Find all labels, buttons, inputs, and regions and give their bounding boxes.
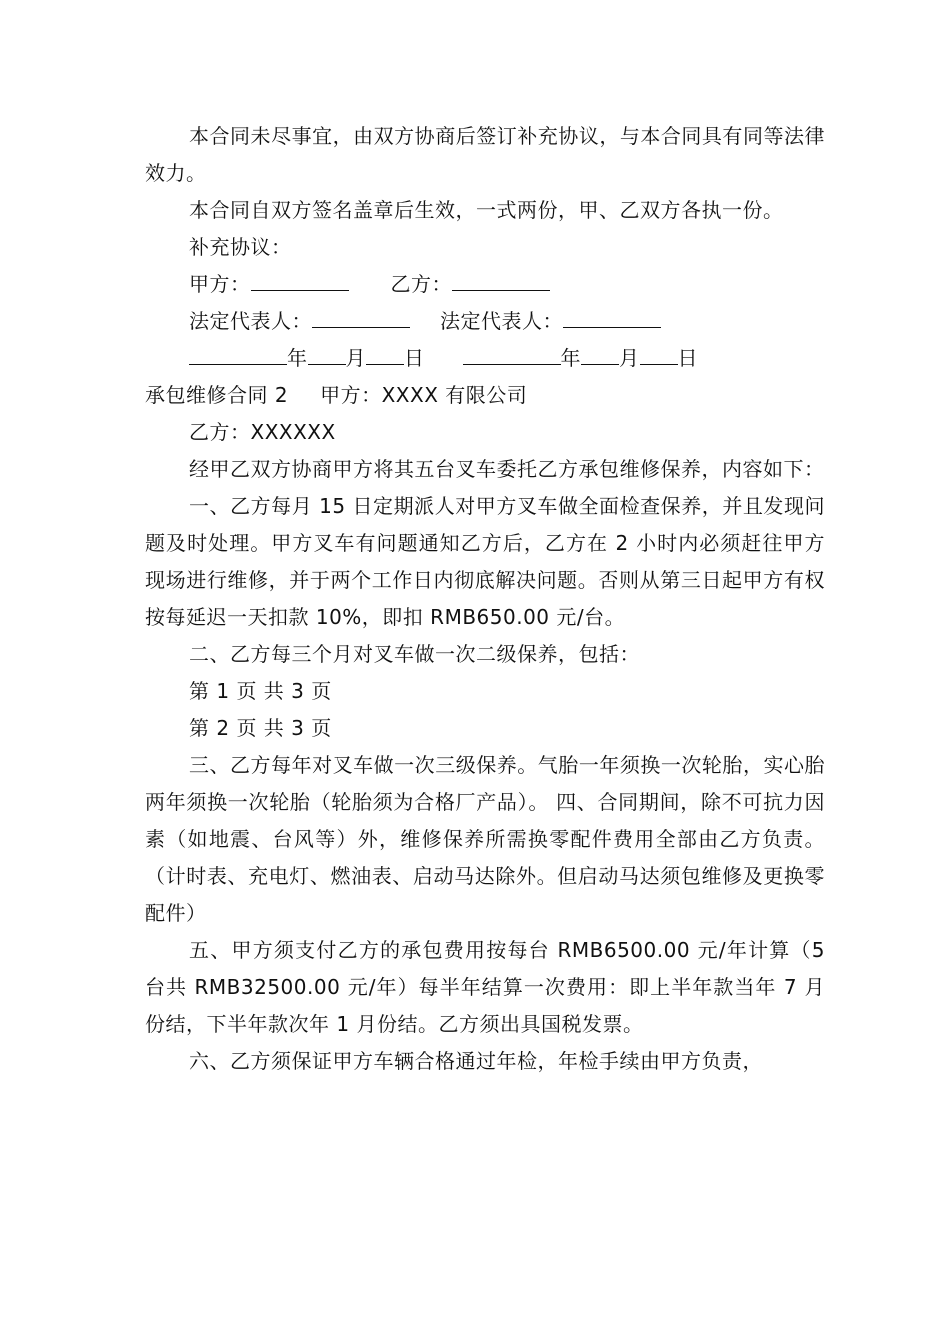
contract2-party-a: 甲方：XXXX 有限公司 [320,383,528,407]
contract2-title-row [145,377,825,414]
contract2-party-b: 乙方：XXXXXX [189,420,336,444]
year-b-label: 年 [560,346,581,370]
contract2-title: 承包维修合同 2 [145,383,289,407]
paragraph-supplement-clause: 本合同未尽事宜，由双方协商后签订补充协议，与本合同具有同等法律效力。 [145,124,825,185]
paragraph-clause-five: 五、甲方须支付乙方的承包费用按每台 RMB6500.00 元/年计算（5 台共 RMB32500.00 元/年）每半年结算一次费用：即上半年款当年 7 月份结，下半年款次年 1 月份结。乙方须出具国税发票。 [145,938,825,1036]
signature-date-row [145,340,825,377]
legal-rep-a-blank [312,305,410,328]
paragraph-supplement-heading: 补充协议： [189,235,292,259]
legal-representative-row [145,303,825,340]
legal-rep-a-label: 法定代表人： [189,309,312,333]
signature-parties-row [145,266,825,303]
paragraph-clause-six: 六、乙方须保证甲方车辆合格通过年检，年检手续由甲方负责， [189,1049,763,1073]
paragraph-effective-clause: 本合同自双方签名盖章后生效，一式两份，甲、乙双方各执一份。 [189,198,784,222]
month-a-blank [308,342,346,365]
party-a-blank [251,268,349,291]
month-b-blank [581,342,619,365]
legal-rep-b-label: 法定代表人： [440,309,563,333]
year-a-label: 年 [287,346,308,370]
paragraph-clause-three-four: 三、乙方每年对叉车做一次三级保养。气胎一年须换一次轮胎，实心胎两年须换一次轮胎（轮胎须为合格厂产品）。 四、合同期间，除不可抗力因素（如地震、台风等）外，维修保养所需换零配件费用全部由乙方负责。（计时表、充电灯、燃油表、启动马达除外。但启动马达须包维修及更换零配件） [145,753,825,925]
paragraph-clause-one: 一、乙方每月 15 日定期派人对甲方叉车做全面检查保养，并且发现问题及时处理。甲方叉车有问题通知乙方后，乙方在 2 小时内必须赶往甲方现场进行维修，并于两个工作日内彻底解决问题。否则从第三日起甲方有权按每延迟一天扣款 10%，即扣 RMB650.00 元/台。 [145,494,825,629]
year-a-blank [189,342,287,365]
day-b-blank [640,342,678,365]
party-b-blank [452,268,550,291]
month-b-label: 月 [619,346,640,370]
page-marker-1: 第 1 页 共 3 页 [189,679,332,703]
paragraph-clause-two: 二、乙方每三个月对叉车做一次二级保养，包括： [189,642,640,666]
page-marker-2: 第 2 页 共 3 页 [189,716,332,740]
party-a-label: 甲方： [189,272,251,296]
year-b-blank [463,342,561,365]
document-body [145,118,825,1080]
month-a-label: 月 [345,346,366,370]
day-a-blank [366,342,404,365]
legal-rep-b-blank [563,305,661,328]
day-a-label: 日 [404,346,425,370]
day-b-label: 日 [677,346,698,370]
party-b-label: 乙方： [390,272,452,296]
paragraph-intro: 经甲乙双方协商甲方将其五台叉车委托乙方承包维修保养，内容如下： [189,457,825,481]
